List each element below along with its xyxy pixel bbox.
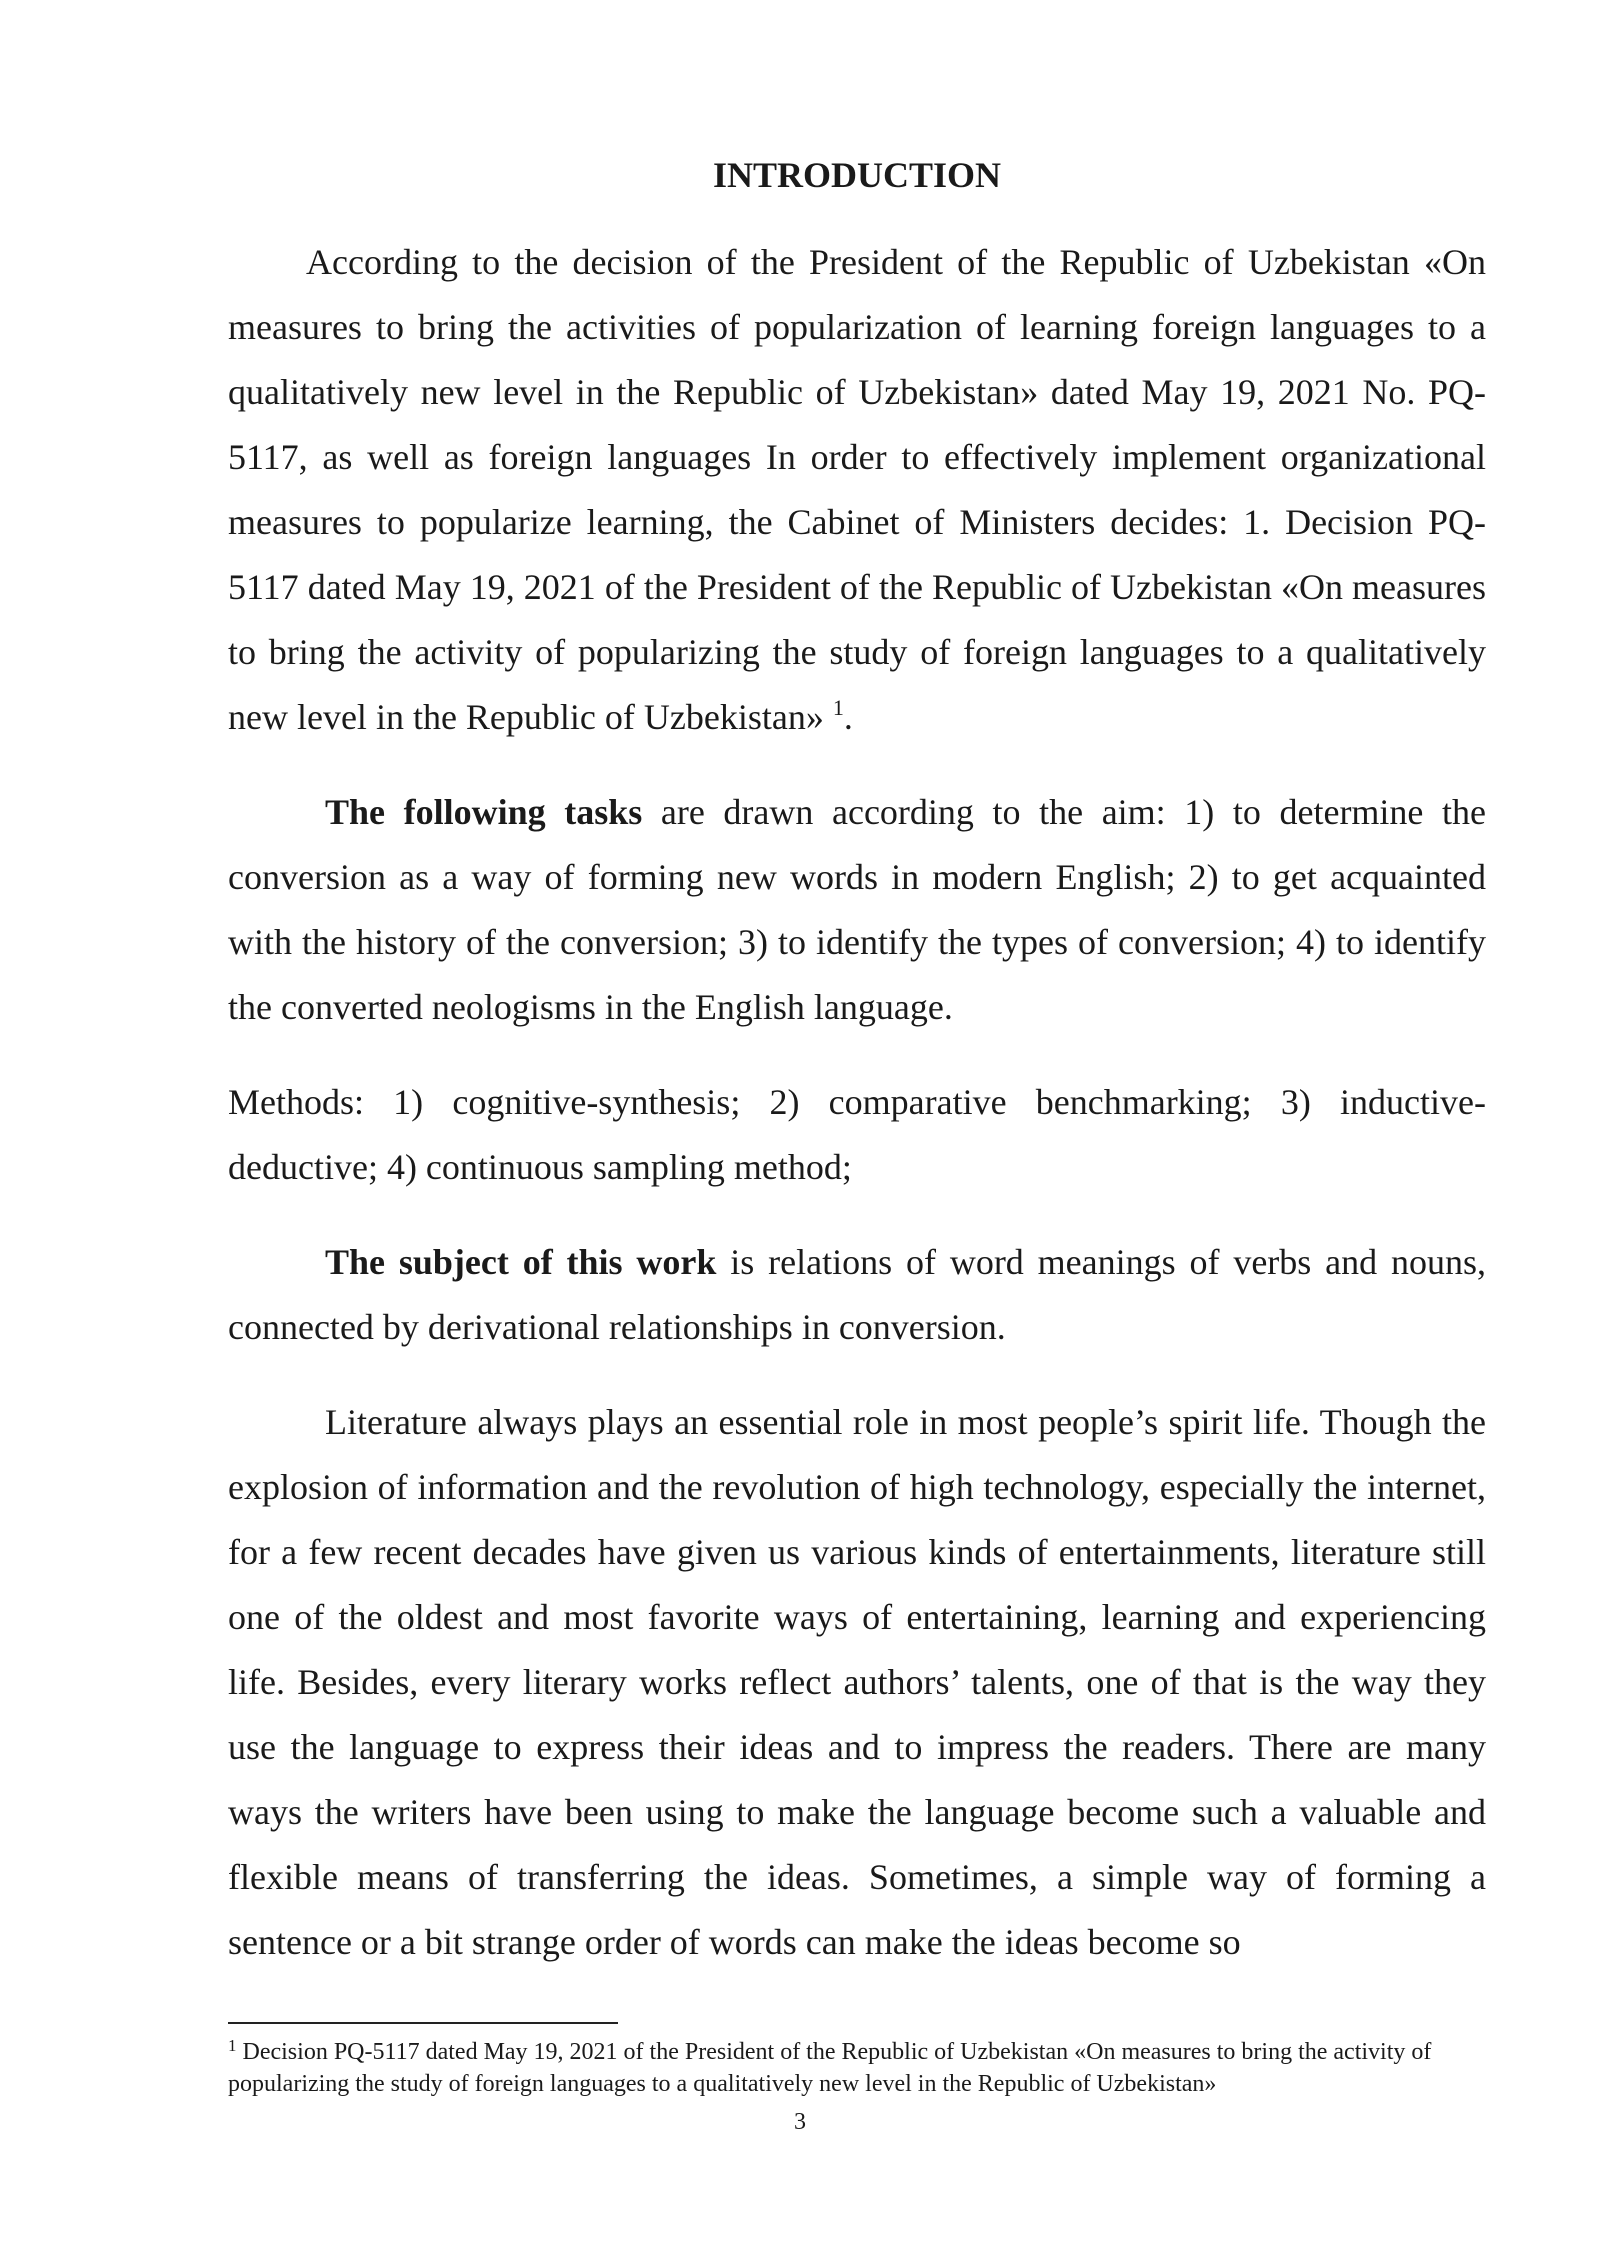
paragraph-decision bbox=[228, 230, 1486, 750]
paragraph-methods bbox=[228, 1070, 1486, 1200]
footnote bbox=[228, 2036, 1486, 2100]
paragraph-literature bbox=[228, 1390, 1486, 1975]
paragraph-decision-end: . bbox=[843, 697, 853, 737]
paragraph-literature-text: Literature always plays an essential role in most people’s spirit life. Though the explosion of information and the revolution of high technology, especially the internet, for a few recent decades have given us various kinds of entertainments, literature still one of the oldest and most favorite ways of entertaining, learning and experiencing life. Besides, every literary works reflect authors’ talents, one of that is the way they use the language to express their ideas and to impress the readers. There are many ways the writers have been using to make the language become such a valuable and flexible means of transferring the ideas. Sometimes, a simple way of forming a sentence or a bit strange order of words can make the ideas become so bbox=[228, 1402, 1486, 1962]
paragraph-subject bbox=[228, 1230, 1486, 1360]
page-title: INTRODUCTION bbox=[712, 155, 1002, 195]
paragraph-tasks-text: are drawn according to the aim: 1) to determine the conversion as a way of forming new words in modern English; 2) to get acquainted with the history of the conversion; 3) to identify the types of conversion; 4) to identify the converted neologisms in the English language. bbox=[228, 792, 1486, 1027]
footnote-reference[interactable]: 1 bbox=[832, 695, 844, 720]
paragraph-subject-text: is relations of word meanings of verbs and nouns, connected by derivational relationships in conversion. bbox=[228, 1242, 1486, 1347]
paragraph-tasks bbox=[228, 780, 1486, 1040]
document-body bbox=[228, 150, 1486, 2005]
paragraph-methods-text: Methods: 1) cognitive-synthesis; 2) comparative benchmarking; 3) inductive-deductive; 4) continuous sampling method; bbox=[228, 1082, 1486, 1187]
page-number: 3 bbox=[794, 2109, 806, 2135]
paragraph-tasks-bold: The following tasks bbox=[325, 792, 643, 832]
footnote-separator bbox=[228, 2022, 618, 2024]
footnote-text: Decision PQ-5117 dated May 19, 2021 of the President of the Republic of Uzbekistan «On measures to bring the activity of popularizing the study of foreign languages to a qualitatively new level in the Republic of Uzbekistan» bbox=[228, 2039, 1432, 2097]
paragraph-subject-bold: The subject of this work bbox=[325, 1242, 717, 1282]
paragraph-decision-text: According to the decision of the President of the Republic of Uzbekistan «On measures to bring the activities of popularization of learning foreign languages to a qualitatively new level in the Republic of Uzbekistan» dated May 19, 2021 No. PQ-5117, as well as foreign languages In order to effectively implement organizational measures to popularize learning, the Cabinet of Ministers decides: 1. Decision PQ-5117 dated May 19, 2021 of the President of the Republic of Uzbekistan «On measures to bring the activity of popularizing the study of foreign languages to a qualitatively new level in the Republic of Uzbekistan» bbox=[228, 242, 1486, 737]
footnote-number: 1 bbox=[228, 2036, 237, 2055]
